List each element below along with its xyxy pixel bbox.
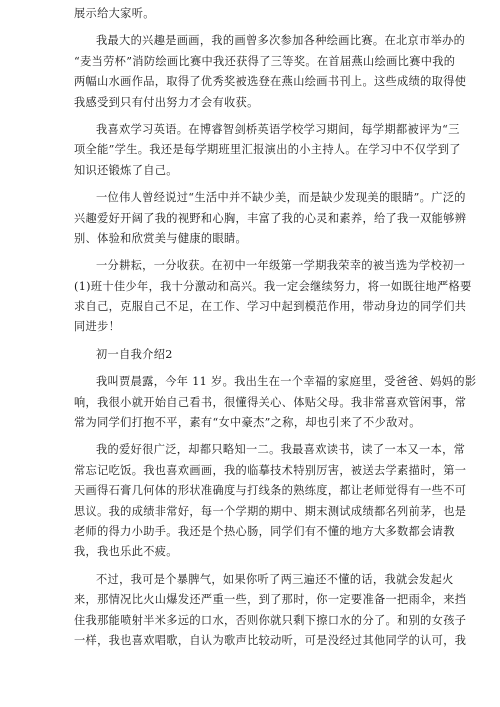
text-line: 同进步！ [74,320,121,334]
text-line: 知识还锻炼了自己。 [74,163,178,177]
text-line: 老师的得力小助手。我还是个热心肠，同学们有不懂的地方大多数都会请教 [74,524,455,538]
paragraph-8 [74,570,467,652]
text-line: 别、体验和欣赏美与健康的眼睛。 [74,231,248,245]
text-line: 一位伟人曾经说过“生活中并不缺少美，而是缺少发现美的眼睛”。广泛的 [96,191,466,205]
text-line: 住我那能喷射半米多远的口水，否则你就只剩下擦口水的分了。和别的女孩子 [74,613,467,627]
paragraph-7 [74,440,467,562]
paragraph-2 [74,31,467,113]
text-line: 思议。我的成绩非常好，每一个学期的期中、期末测试成绩都名列前茅，也是 [74,504,467,518]
text-line: 来，那情况比火山爆发还严重一些，到了那时，你一定要准备一把雨伞，来挡 [74,593,467,607]
paragraph-gap [74,113,430,120]
text-line: 兴趣爱好开阔了我的视野和心胸，丰富了我的心灵和素养，给了我一双能够辨 [74,211,467,225]
text-line: 两幅山水画作品，取得了优秀奖被选登在燕山绘画书刊上。这些成绩的取得使 [74,75,467,89]
text-line: 响，我很小就开始自己看书，很懂得关心、体贴父母。我非常喜欢管闲事，常 [74,395,467,409]
text-line: 项全能”学生。我还是每学期班里汇报演出的小主持人。在学习中不仅学到了 [74,143,461,157]
paragraph-gap [74,338,430,345]
text-line: 常为同学们打抱不平，素有“女中豪杰”之称，却也引来了不少敌对。 [74,416,421,430]
text-line: 我叫贾晨露，今年 11 岁。我出生在一个幸福的家庭里，受爸爸、妈妈的影 [96,375,477,389]
paragraph-gap [74,249,430,256]
text-line: “麦当劳杯”消防绘画比赛中我还获得了三等奖。在首届燕山绘画比赛中我的 [74,54,456,68]
paragraph-4 [74,188,467,249]
paragraph-3 [74,120,461,181]
text-line: 我，我也乐此不疲。 [74,545,178,559]
document-page [74,4,477,651]
text-line: 一样，我也喜欢唱歌，自认为歌声比较动听，可是没经过其他同学的认可，我 [74,633,467,647]
text-line: 常忘记吃饭。我也喜欢画画，我的临摹技术特别厉害，被送去学素描时，第一 [74,463,467,477]
text-line: 天画得石膏几何体的形状准确度与打线条的熟练度，都让老师觉得有一些不可 [74,484,467,498]
section-title: 初一自我介绍2 [96,347,173,361]
text-line: 展示给大家听。 [74,7,155,20]
section-heading [74,345,430,365]
paragraph-gap [74,181,430,188]
text-line: 我喜欢学习英语。在博睿智剑桥英语学校学习期间，每学期都被评为“三 [96,122,460,136]
paragraph-5 [74,256,472,338]
paragraph-gap [74,563,430,570]
text-line: 求自己，克服自己不足，在工作、学习中起到模范作用，带动身边的同学们共 [74,300,467,314]
paragraph-gap [74,365,430,372]
paragraph-6 [74,372,477,433]
paragraph-gap [74,24,430,31]
text-line: (1)班十佳少年，我十分激动和高兴。我一定会继续努力，将一如既往地严格要 [74,279,472,293]
text-line: 我最大的兴趣是画画，我的画曾多次参加各种绘画比赛。在北京市举办的 [96,34,466,48]
paragraph-1 [74,4,430,24]
text-line: 我感受到只有付出努力才会有收获。 [74,95,259,109]
text-line: 不过，我可是个暴脾气，如果你听了两三遍还不懂的话，我就会发起火 [96,572,454,586]
text-line: 一分耕耘，一分收获。在初中一年级第一学期我荣幸的被当选为学校初一 [96,259,466,273]
paragraph-gap [74,433,430,440]
text-line: 我的爱好很广泛，却都只略知一二。我最喜欢读书，读了一本又一本，常 [96,443,466,457]
